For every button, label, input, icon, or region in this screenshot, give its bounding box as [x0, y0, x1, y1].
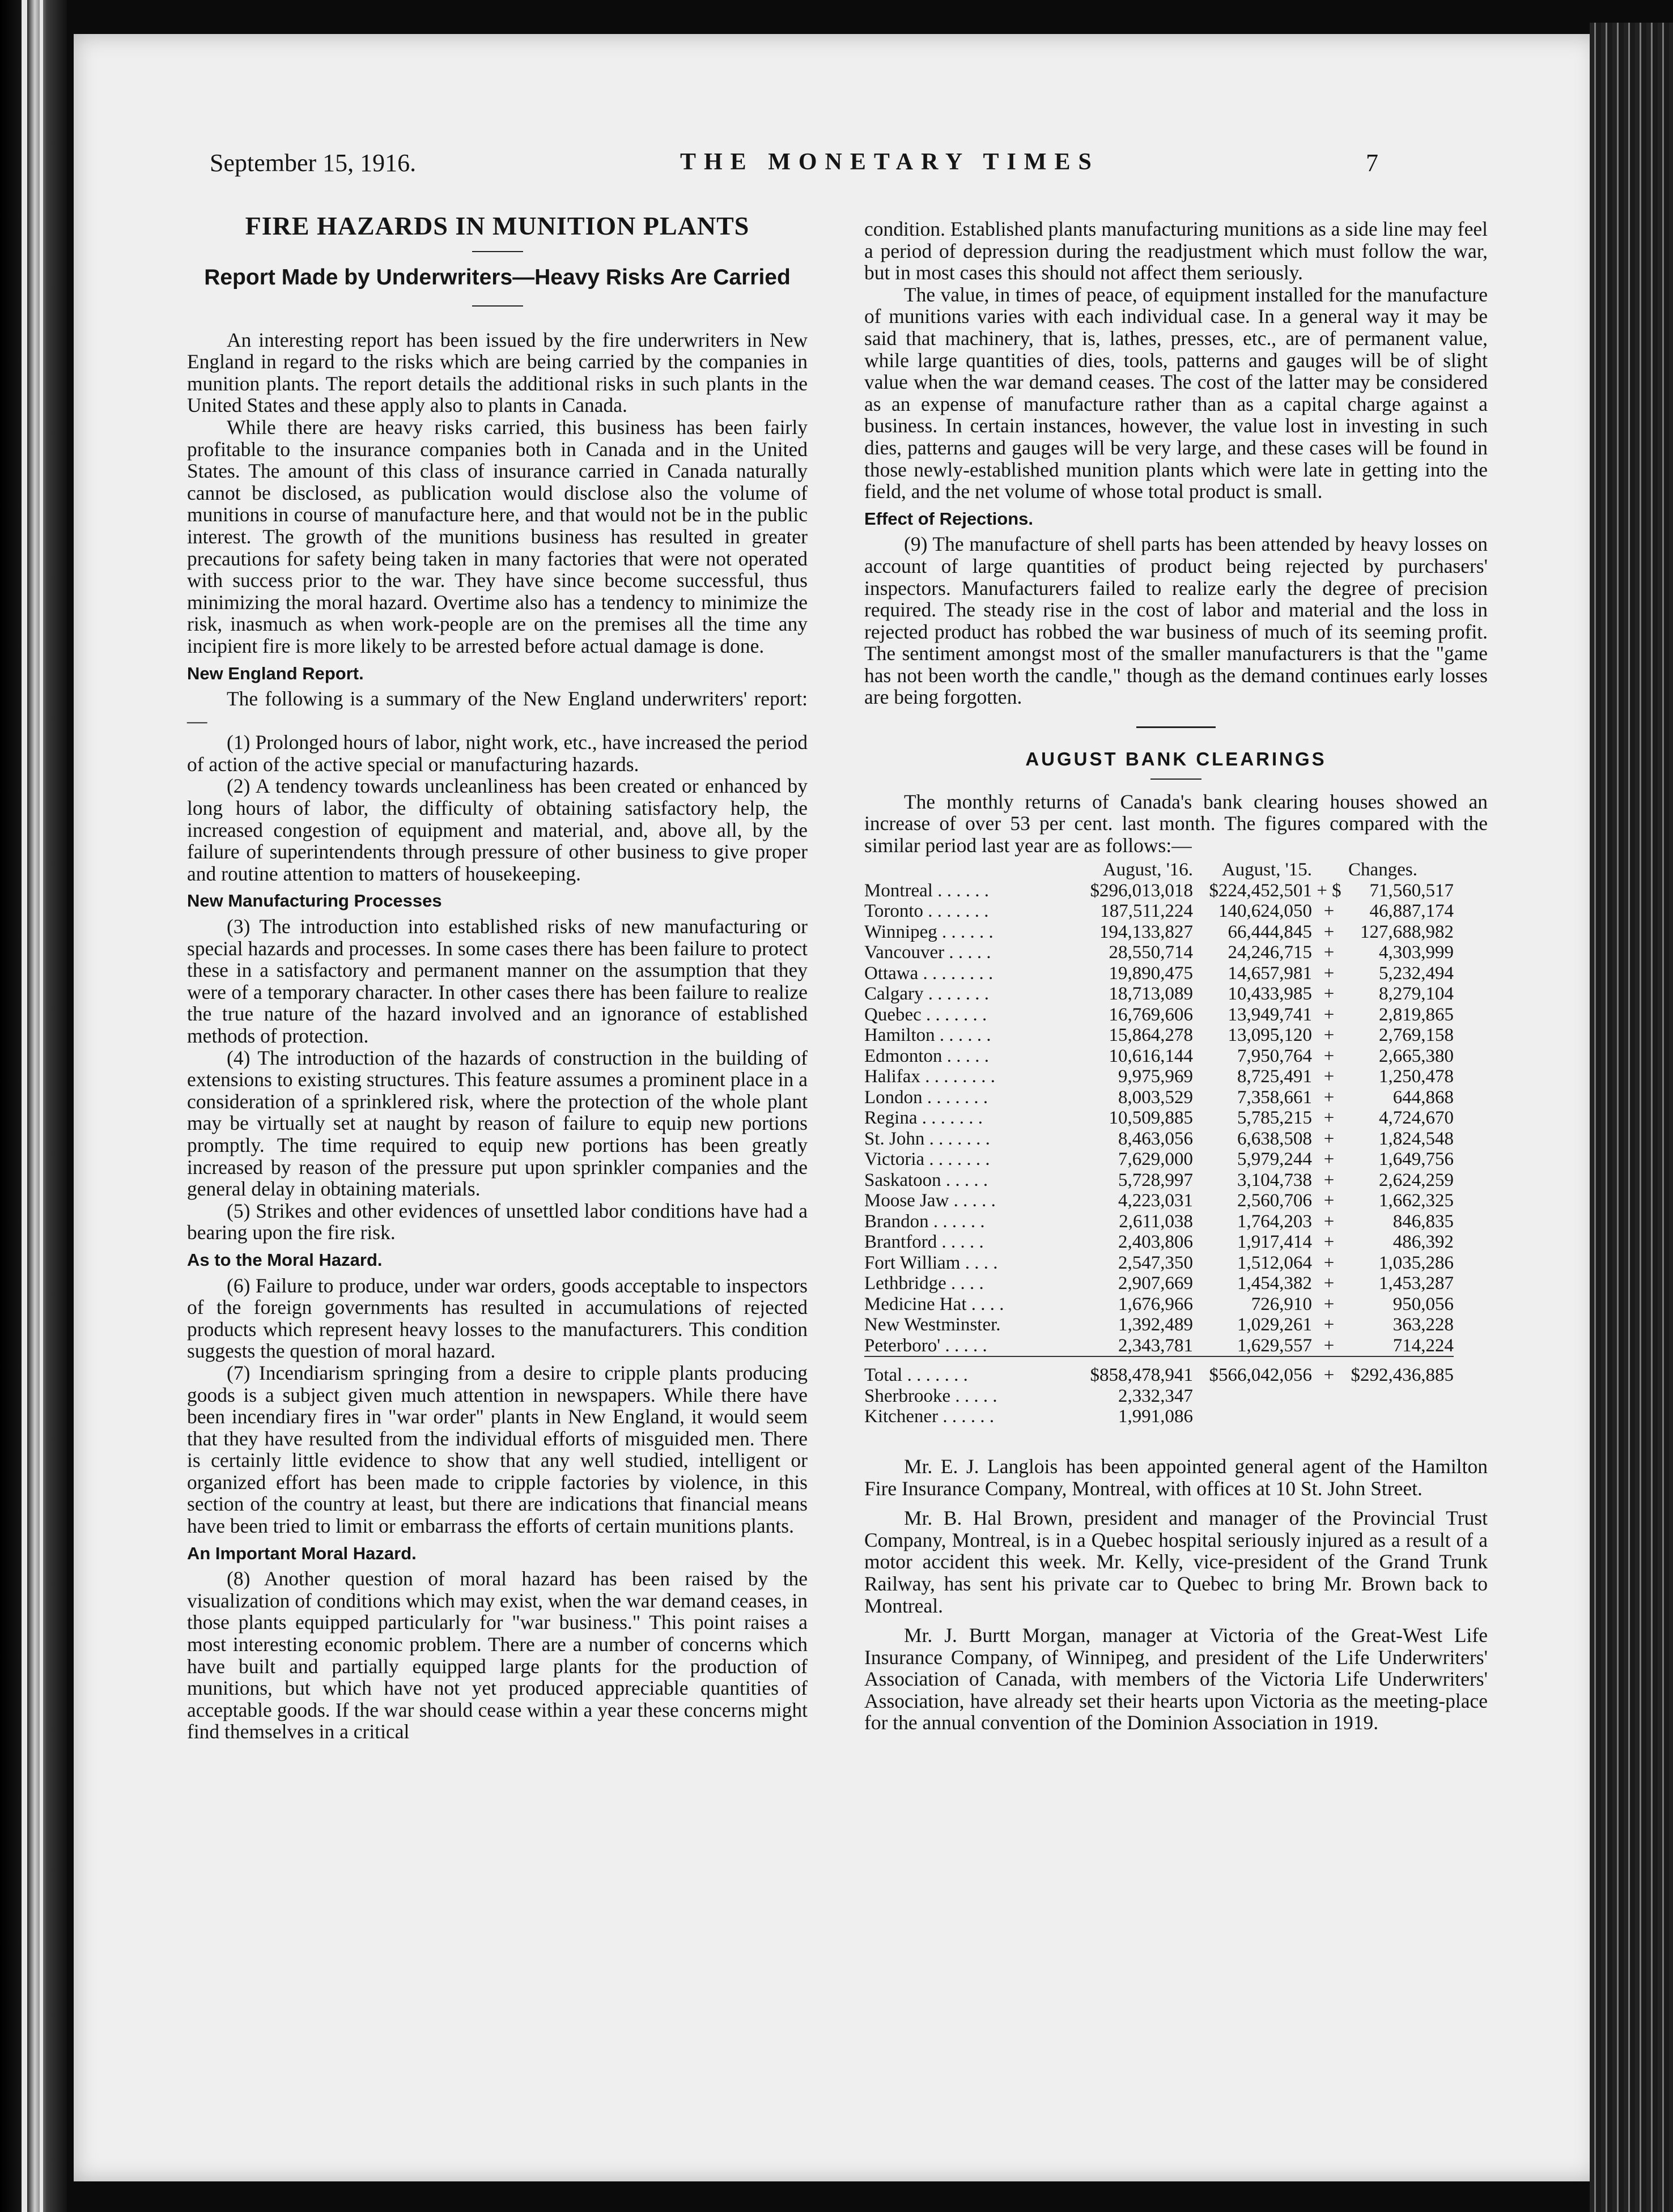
cell-sign: +	[1323, 963, 1335, 984]
column-header: Changes.	[1348, 860, 1417, 880]
table-row	[864, 880, 1454, 901]
cell-a16: 4,223,031	[1118, 1190, 1193, 1211]
cell-a16: 18,713,089	[1109, 984, 1193, 1005]
section-heading: New England Report.	[187, 663, 364, 683]
paragraph: (2) A tendency towards uncleanliness has been created or enhanced by long hours of labor, the difficulty of obtaining satisfactory help, the increased congestion of equipment and material, and, above all, by the failure of superintendents through pressure of other business to give proper and routine attention to matters of housekeeping.	[187, 775, 808, 885]
column-header: August, '15.	[1221, 860, 1312, 880]
cell-a16: 1,392,489	[1118, 1315, 1193, 1335]
cell-sign: +	[1323, 1087, 1335, 1108]
cell-sign: +	[1323, 1252, 1335, 1273]
table-row	[864, 1253, 1454, 1274]
paragraph: While there are heavy risks carried, this business has been fairly profitable to the insurance companies both in Canada and in the United States. The amount of this class of insurance carried in Canada naturally cannot be disclosed, as publication would disclose also the volume of munitions in course of manufacture here, and that would not be in the public interest. The growth of the munitions business has resulted in greater precautions for safety being taken in many factories that were not operated with success prior to the war. They have since become successful, thus minimizing the moral hazard. Overtime also has a tendency to minimize the risk, inasmuch as when work-people are on the premises all the time any incipient fire is more likely to be arrested before actual damage is done.	[187, 415, 808, 657]
paragraph: The monthly returns of Canada's bank clearing houses showed an increase of over 53 per cent. last month. The figures compared with the similar period last year are as follows:—	[864, 790, 1488, 857]
paragraph: (1) Prolonged hours of labor, night work, etc., have increased the period of action of the active special or manufacturing hazards.	[187, 731, 808, 776]
cell-a16: $858,478,941	[1074, 1356, 1193, 1386]
paragraph: The following is a summary of the New England underwriters' report:—	[187, 687, 808, 732]
cell-city: Quebec . . . . . . .	[864, 1004, 987, 1025]
cell-change: 2,665,380	[1379, 1045, 1454, 1066]
book-gutter-left	[0, 0, 67, 2212]
cell-change: 1,453,287	[1379, 1273, 1454, 1294]
cell-a15: 13,949,741	[1228, 1004, 1312, 1025]
issue-date: September 15, 1916.	[210, 149, 417, 177]
article-title: AUGUST BANK CLEARINGS	[1025, 748, 1327, 770]
cell-sign: +	[1323, 1315, 1335, 1335]
cell-change: 5,232,494	[1379, 963, 1454, 984]
cell-a16: 194,133,827	[1099, 921, 1193, 942]
cell-change: 71,560,517	[1369, 880, 1454, 901]
personal-notes	[864, 1456, 1488, 1734]
cell-a16: 2,403,806	[1118, 1232, 1193, 1253]
cell-a16: 28,550,714	[1109, 942, 1193, 963]
cell-sign: +	[1312, 1356, 1346, 1386]
cell-city: Toronto . . . . . . .	[864, 901, 989, 922]
cell-a15: 1,629,557	[1237, 1335, 1312, 1356]
cell-change: 127,688,982	[1360, 921, 1454, 942]
cell-a15: 1,917,414	[1237, 1232, 1312, 1253]
cell-a15: 1,512,064	[1237, 1252, 1312, 1273]
cell-change: 1,824,548	[1379, 1128, 1454, 1149]
cell-a16: 2,547,350	[1118, 1252, 1193, 1273]
table-row	[864, 901, 1454, 922]
cell-sign: +	[1323, 921, 1335, 942]
divider	[1150, 779, 1201, 780]
cell-a15: 5,979,244	[1237, 1149, 1312, 1170]
table-row	[864, 1005, 1454, 1026]
paragraph: (9) The manufacture of shell parts has been attended by heavy losses on account of large quantities of product being rejected by purchasers' inspectors. Manufacturers failed to realize early the degree of precision required. The steady rise in the cost of labor and material and the loss in rejected product has robbed the war business of much of its seeming profit. The sentiment amongst most of the smaller manufacturers is that the "game has not been worth the candle," though as the demand continues early losses are being forgotten.	[864, 533, 1488, 709]
cell-a16: 10,509,885	[1109, 1108, 1193, 1129]
table-row	[864, 1211, 1454, 1232]
cell-sign: +	[1323, 1045, 1335, 1066]
cell-a15: 1,029,261	[1237, 1315, 1312, 1335]
cell-change: 4,724,670	[1379, 1108, 1454, 1129]
cell-city: Kitchener . . . . . .	[864, 1406, 995, 1427]
article-subtitle: Report Made by Underwriters—Heavy Risks Are Carried	[204, 265, 791, 290]
table-row	[864, 1025, 1454, 1046]
cell-a16: 8,463,056	[1118, 1128, 1193, 1149]
cell-change: 950,056	[1392, 1294, 1454, 1315]
cell-city: St. John . . . . . . .	[864, 1128, 990, 1149]
table-row	[864, 1386, 1454, 1407]
cell-a16: 15,864,278	[1109, 1025, 1193, 1046]
cell-a16: 19,890,475	[1109, 963, 1193, 984]
table-row	[864, 1149, 1454, 1170]
cell-sign: +	[1323, 1211, 1335, 1232]
divider	[472, 305, 523, 307]
cell-change: 4,303,999	[1379, 942, 1454, 963]
cell-city: Vancouver . . . . .	[864, 942, 991, 963]
cell-city: Winnipeg . . . . . .	[864, 921, 993, 942]
cell-change: 486,392	[1392, 1232, 1454, 1253]
cell-a16: 9,975,969	[1118, 1066, 1193, 1087]
cell-city: Fort William . . . .	[864, 1252, 998, 1273]
cell-a16: 10,616,144	[1109, 1045, 1193, 1066]
bank-clearings-table	[864, 860, 1454, 1427]
paragraph: Mr. J. Burtt Morgan, manager at Victoria of the Great-West Life Insurance Company, of Winnipeg, and president of the Life Underwriters' Association of Canada, with members of the Victoria Life Underwriters' Association, have already set their hearts upon Victoria as the meeting-place for the annual convention of the Dominion Association in 1919.	[864, 1624, 1488, 1734]
cell-sign: +	[1323, 901, 1335, 922]
page-number: 7	[1366, 149, 1378, 177]
cell-city: Ottawa . . . . . . . .	[864, 963, 993, 984]
cell-change: 46,887,174	[1369, 901, 1454, 922]
cell-a15: 7,358,661	[1237, 1087, 1312, 1108]
cell-change: 8,279,104	[1379, 984, 1454, 1005]
paragraph: (6) Failure to produce, under war orders, goods acceptable to inspectors of the foreign governments has resulted in accumulations of rejected products which represent heavy losses to the manufacturers. This condition suggests the question of moral hazard.	[187, 1274, 808, 1363]
table-row	[864, 1108, 1454, 1129]
table-row	[864, 1232, 1454, 1253]
table-row	[864, 1406, 1454, 1427]
cell-a15: 5,785,215	[1237, 1108, 1312, 1129]
table-row	[864, 1294, 1454, 1315]
cell-a16: $296,013,018	[1090, 880, 1193, 901]
cell-change: 1,649,756	[1379, 1149, 1454, 1170]
cell-a15: $566,042,056	[1193, 1356, 1312, 1386]
cell-sign: +	[1323, 1128, 1335, 1149]
cell-change: 363,228	[1392, 1315, 1454, 1335]
cell-city: Halifax . . . . . . . .	[864, 1066, 995, 1087]
cell-change: 2,819,865	[1379, 1004, 1454, 1025]
cell-a16: 7,629,000	[1118, 1149, 1193, 1170]
cell-change: 1,250,478	[1379, 1066, 1454, 1087]
book-edge-right	[1590, 23, 1673, 2212]
cell-a16: 2,907,669	[1118, 1273, 1193, 1294]
masthead: THE MONETARY TIMES	[680, 149, 1099, 175]
cell-sign: +	[1323, 1108, 1335, 1129]
section-heading: Effect of Rejections.	[864, 508, 1033, 529]
cell-change: 1,035,286	[1379, 1252, 1454, 1273]
cell-sign: +	[1323, 1169, 1335, 1190]
paragraph: Mr. B. Hal Brown, president and manager of the Provincial Trust Company, Montreal, is in a Quebec hospital seriously injured as a result of a motor accident this week. Mr. Kelly, vice-president of the Grand Trunk Railway, has sent his private car to Quebec to bring Mr. Brown back to Montreal.	[864, 1507, 1488, 1617]
table-header-row	[864, 860, 1454, 880]
cell-sign: +	[1323, 1232, 1335, 1253]
cell-a16: 2,332,347	[1118, 1385, 1193, 1406]
cell-a16: 1,676,966	[1118, 1294, 1193, 1315]
cell-a15: 14,657,981	[1228, 963, 1312, 984]
cell-sign: + $	[1317, 880, 1341, 901]
cell-a15: 10,433,985	[1228, 984, 1312, 1005]
right-column	[864, 218, 1488, 1742]
cell-a15: 140,624,050	[1218, 901, 1312, 922]
cell-a15: $224,452,501	[1209, 880, 1312, 901]
paragraph: An interesting report has been issued by the fire underwriters in New England in regard to the risks which are being carried by the companies in munition plants. The report details the additional risks in such plants in the United States and these apply also to plants in Canada.	[187, 328, 808, 417]
cell-sign: +	[1323, 942, 1335, 963]
paragraph: (7) Incendiarism springing from a desire to cripple plants producing goods is a subject given much attention in newspapers. While there have been incendiary fires in "war order" plants in New England, it would seem that they have resulted from the individual efforts of misguided men. There is certainly little evidence to show that any well studied, intelligent or organized effort has been made to cripple factories by violence, in this section of the country at least, but there are indications that financial means have been tried to limit or embarrass the efforts of certain munitions plants.	[187, 1361, 808, 1538]
cell-a16: 1,991,086	[1118, 1406, 1193, 1427]
cell-a15: 1,454,382	[1237, 1273, 1312, 1294]
cell-city: Hamilton . . . . . .	[864, 1025, 991, 1046]
cell-change: 2,769,158	[1379, 1025, 1454, 1046]
cell-a16: 2,611,038	[1119, 1211, 1193, 1232]
table-row	[864, 1129, 1454, 1150]
cell-city: Sherbrooke . . . . .	[864, 1385, 997, 1406]
section-heading: New Manufacturing Processes	[187, 891, 442, 911]
cell-city: Edmonton . . . . .	[864, 1045, 989, 1066]
cell-a16: 16,769,606	[1109, 1004, 1193, 1025]
cell-sign: +	[1323, 1025, 1335, 1046]
cell-a15: 24,246,715	[1228, 942, 1312, 963]
cell-city: London . . . . . . .	[864, 1087, 988, 1108]
cell-city: Brantford . . . . .	[864, 1232, 984, 1253]
cell-city: Medicine Hat . . . .	[864, 1294, 1004, 1315]
cell-change: 714,224	[1392, 1335, 1454, 1356]
cell-change: 846,835	[1392, 1211, 1454, 1232]
cell-change: $292,436,885	[1346, 1356, 1454, 1386]
cell-a15: 7,950,764	[1237, 1045, 1312, 1066]
table-row	[864, 922, 1454, 943]
cell-sign: +	[1323, 1004, 1335, 1025]
divider	[472, 251, 523, 252]
cell-sign: +	[1323, 1190, 1335, 1211]
cell-a16: 2,343,781	[1118, 1335, 1193, 1356]
cell-change: 2,624,259	[1379, 1169, 1454, 1190]
cell-change: 1,662,325	[1379, 1190, 1454, 1211]
cell-a16: 5,728,997	[1118, 1169, 1193, 1190]
table-row	[864, 1335, 1454, 1357]
cell-change: 644,868	[1392, 1087, 1454, 1108]
cell-city: Lethbridge . . . .	[864, 1273, 984, 1294]
paragraph: (8) Another question of moral hazard has been raised by the visualization of conditions which may exist, when the war demand ceases, in those plants equipped particularly for "war business." This point raises a most interesting economic problem. There are a number of concerns which have built and partially equipped large plants for the production of munitions, but which have not yet produced appreciable quantities of acceptable goods. If the war should cease within a year these concerns might find themselves in a critical	[187, 1567, 808, 1743]
paragraph: (3) The introduction into established risks of new manufacturing or special hazards and processes. In some cases there has been failure to protect these in a satisfactory and permanent manner on the assumption that they were of a temporary character. In other cases there has been failure to realize the true nature of the hazard involved and an ignorance of established methods of protection.	[187, 915, 808, 1047]
left-column	[187, 211, 808, 1743]
section-heading: As to the Moral Hazard.	[187, 1249, 383, 1270]
cell-city: Saskatoon . . . . .	[864, 1169, 988, 1190]
cell-city: Moose Jaw . . . . .	[864, 1190, 996, 1211]
cell-a16: 8,003,529	[1118, 1087, 1193, 1108]
cell-city: Brandon . . . . . .	[864, 1211, 985, 1232]
cell-city: New Westminster.	[864, 1315, 1001, 1335]
cell-a15: 1,764,203	[1237, 1211, 1312, 1232]
paragraph: condition. Established plants manufacturing munitions as a side line may feel a period of depression during the readjustment which must follow the war, but in most cases this should not affect them seriously.	[864, 218, 1488, 284]
cell-sign: +	[1323, 1149, 1335, 1170]
table-row	[864, 1170, 1454, 1191]
cell-a15: 13,095,120	[1228, 1025, 1312, 1046]
cell-a15: 6,638,508	[1237, 1128, 1312, 1149]
paragraph: Mr. E. J. Langlois has been appointed general agent of the Hamilton Fire Insurance Company, Montreal, with offices at 10 St. John Street.	[864, 1454, 1488, 1500]
divider	[1136, 726, 1216, 728]
cell-city: Calgary . . . . . . .	[864, 984, 989, 1005]
table-row	[864, 963, 1454, 984]
table-row	[864, 942, 1454, 963]
table-row	[864, 1087, 1454, 1108]
table-row	[864, 1046, 1454, 1067]
cell-a15: 3,104,738	[1237, 1169, 1312, 1190]
paragraph: The value, in times of peace, of equipment installed for the manufacture of munitions varies with each individual case. In a general way it may be said that machinery, that is, lathes, presses, etc., are of permanent value, while large quantities of dies, tools, patterns and gauges will be of slight value when the war demand ceases. The cost of the latter may be considered as an expense of manufacture rather than as a capital charge against a business. In certain instances, however, the value lost in investing in such dies, patterns and gauges will be very large, and these cases will be found in those newly-established munition plants which were late in getting into the field, and the net volume of whose total product is small.	[864, 283, 1488, 503]
table-row	[864, 1315, 1454, 1335]
cell-a15: 2,560,706	[1237, 1190, 1312, 1211]
cell-city: Total . . . . . . .	[864, 1356, 1074, 1386]
cell-city: Peterboro' . . . . .	[864, 1335, 987, 1356]
cell-city: Montreal . . . . . .	[864, 880, 989, 901]
total-row	[864, 1356, 1454, 1386]
table-row	[864, 1066, 1454, 1087]
table-row	[864, 984, 1454, 1005]
paragraph: (4) The introduction of the hazards of construction in the building of extensions to existing structures. This feature assumes a prominent place in a consideration of a sprinklered risk, where the protection of the whole plant may be virtually set at naught by reason of failure to equip new portions promptly. The time required to equip new portions has been greatly increased by reason of the pressure put upon sprinkler companies and the general delay in obtaining materials.	[187, 1046, 808, 1201]
cell-sign: +	[1323, 1273, 1335, 1294]
cell-city: Regina . . . . . . .	[864, 1108, 983, 1129]
article-title: FIRE HAZARDS IN MUNITION PLANTS	[245, 211, 750, 240]
cell-a15: 726,910	[1251, 1294, 1312, 1315]
cell-sign: +	[1323, 1294, 1335, 1315]
running-header	[136, 148, 1565, 182]
cell-sign: +	[1323, 1335, 1335, 1356]
cell-city: Victoria . . . . . . .	[864, 1149, 990, 1170]
paragraph: (5) Strikes and other evidences of unsettled labor conditions have had a bearing upon the fire risk.	[187, 1199, 808, 1244]
section-heading: An Important Moral Hazard.	[187, 1543, 417, 1563]
cell-a15: 8,725,491	[1237, 1066, 1312, 1087]
cell-sign: +	[1323, 984, 1335, 1005]
cell-sign: +	[1323, 1066, 1335, 1087]
table-row	[864, 1190, 1454, 1211]
column-header: August, '16.	[1102, 860, 1193, 880]
cell-a16: 187,511,224	[1100, 901, 1193, 922]
table-row	[864, 1273, 1454, 1294]
cell-a15: 66,444,845	[1228, 921, 1312, 942]
